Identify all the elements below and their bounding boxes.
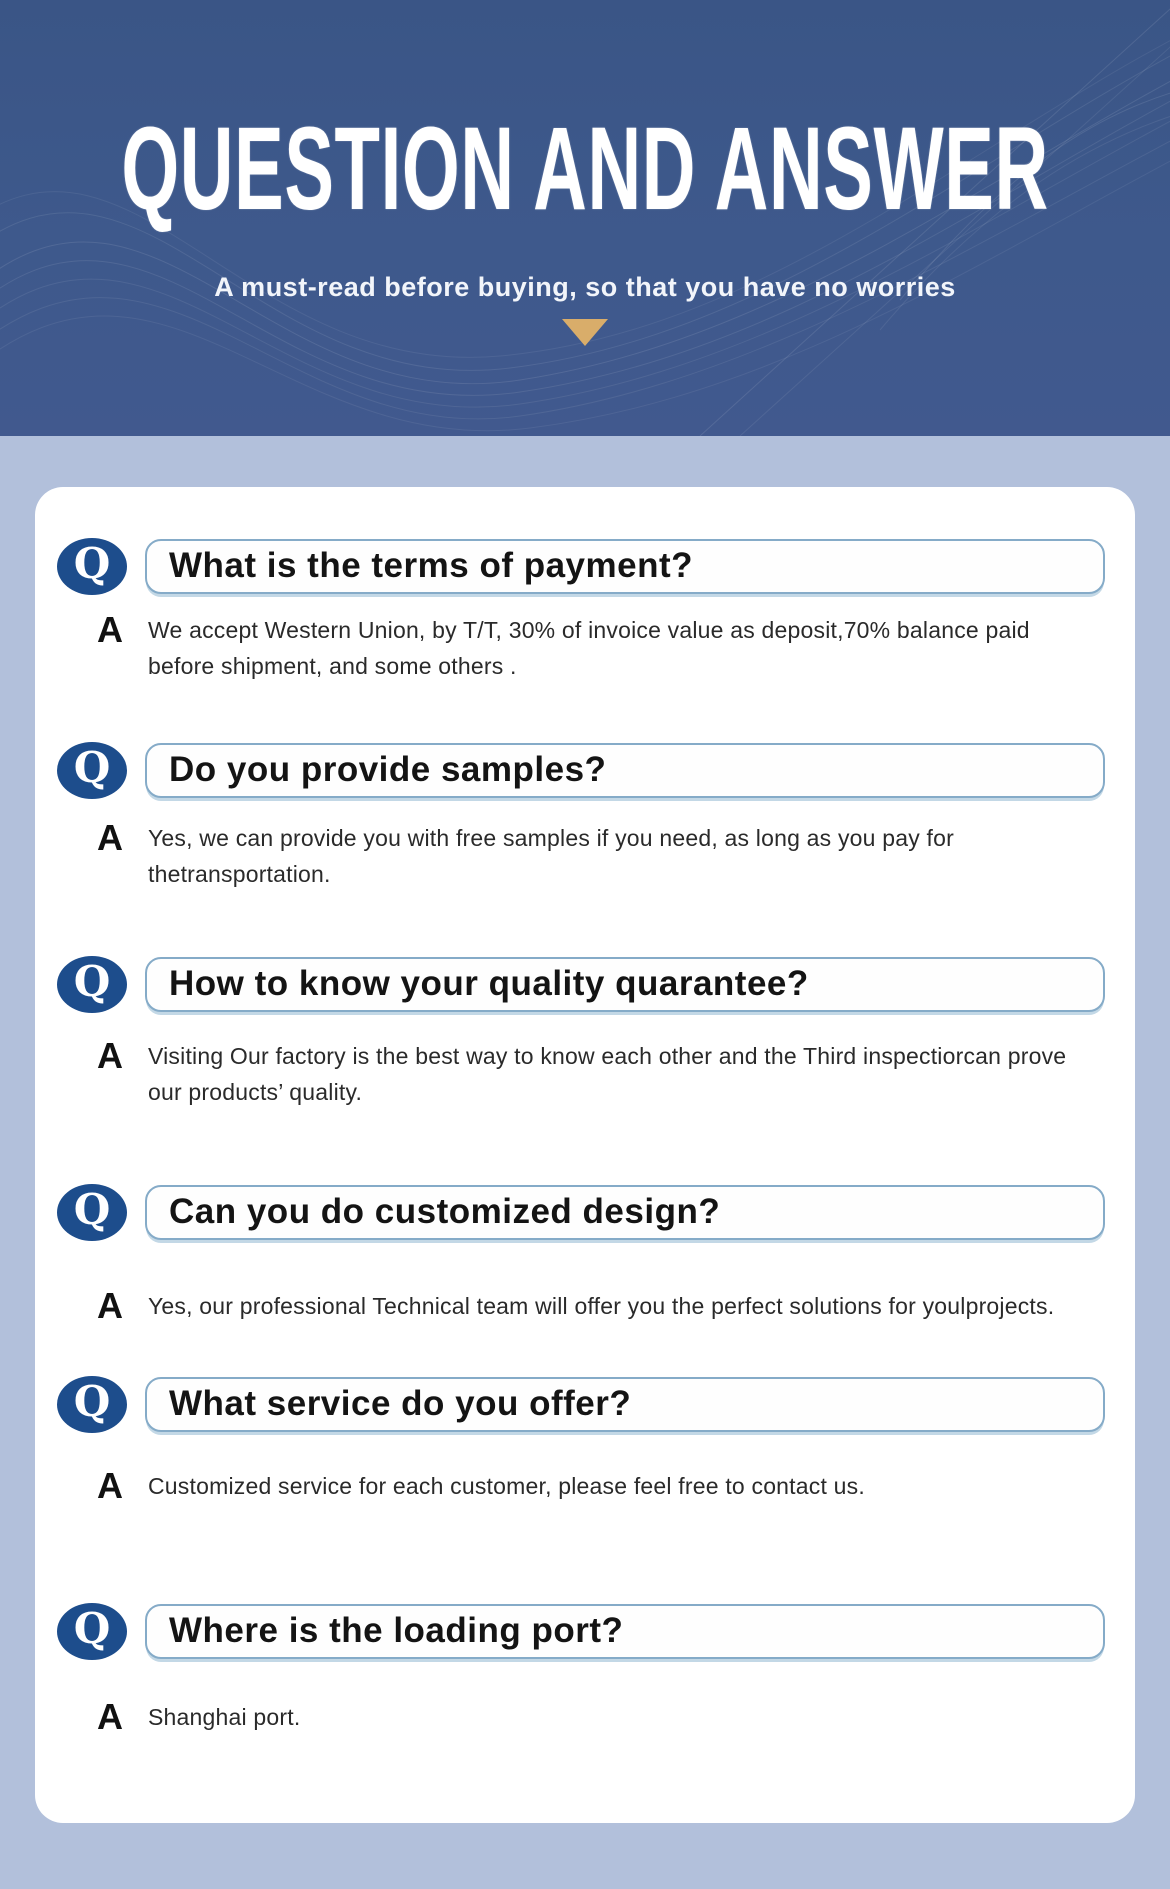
answer-text: We accept Western Union, by T/T, 30% of invoice value as deposit,70% balance paid before shipment, and some others . (148, 617, 1030, 679)
qa-card (35, 487, 1135, 1823)
q-icon (57, 956, 127, 1013)
question-row (35, 742, 1135, 798)
question-row (35, 538, 1135, 594)
a-label: A (97, 1465, 123, 1506)
qa-item-samples (35, 742, 1135, 892)
answer-text: Visiting Our factory is the best way to know each other and the Third inspectiorcan prove our products’ quality. (148, 1043, 1067, 1105)
question-text: Where is the loading port? (169, 1611, 624, 1650)
question-box (145, 539, 1105, 594)
answer-text: Yes, our professional Technical team will offer you the perfect solutions for youlprojects. (148, 1293, 1055, 1319)
q-icon (57, 1184, 127, 1241)
page-title: QUESTION AND ANSWER (121, 103, 1049, 235)
answer-row (35, 1285, 1135, 1326)
answer-text: Customized service for each customer, please feel free to contact us. (148, 1473, 865, 1499)
a-label: A (97, 1696, 123, 1737)
question-text: Can you do customized design? (169, 1192, 721, 1231)
answer-row (35, 1465, 1135, 1506)
q-icon (57, 538, 127, 595)
q-icon-letter: Q (73, 1377, 111, 1426)
page-subtitle: A must-read before buying, so that you have no worries (214, 272, 956, 302)
question-text: How to know your quality quarantee? (169, 964, 809, 1003)
q-icon (57, 1603, 127, 1660)
q-icon-letter: Q (73, 539, 111, 588)
question-row (35, 956, 1135, 1012)
question-box (145, 957, 1105, 1012)
a-label: A (97, 817, 123, 858)
qa-item-payment (35, 538, 1135, 684)
answer-row (35, 817, 1135, 892)
answer-text: Shanghai port. (148, 1704, 301, 1730)
qa-item-service (35, 1376, 1135, 1504)
q-icon-letter: Q (73, 1185, 111, 1234)
question-box (145, 743, 1105, 798)
a-label: A (97, 1035, 123, 1076)
question-box (145, 1604, 1105, 1659)
answer-row (35, 609, 1135, 684)
question-box (145, 1185, 1105, 1240)
q-icon (57, 742, 127, 799)
question-row (35, 1603, 1135, 1659)
question-text: What service do you offer? (169, 1384, 632, 1423)
q-icon (57, 1376, 127, 1433)
question-text: Do you provide samples? (169, 750, 607, 789)
question-box (145, 1377, 1105, 1432)
a-label: A (97, 1285, 123, 1326)
qa-banner (0, 0, 1170, 436)
q-icon-letter: Q (73, 1604, 111, 1653)
qa-item-custom-design (35, 1184, 1135, 1324)
arrow-down-icon (562, 319, 608, 346)
question-row (35, 1184, 1135, 1240)
qa-item-quality (35, 956, 1135, 1110)
question-row (35, 1376, 1135, 1432)
qa-item-loading-port (35, 1603, 1135, 1735)
q-icon-letter: Q (73, 957, 111, 1006)
q-icon-letter: Q (73, 743, 111, 792)
answer-row (35, 1035, 1135, 1110)
question-text: What is the terms of payment? (169, 546, 694, 585)
answer-row (35, 1696, 1135, 1737)
answer-text: Yes, we can provide you with free samples if you need, as long as you pay for thetransportation. (148, 825, 954, 887)
a-label: A (97, 609, 123, 650)
